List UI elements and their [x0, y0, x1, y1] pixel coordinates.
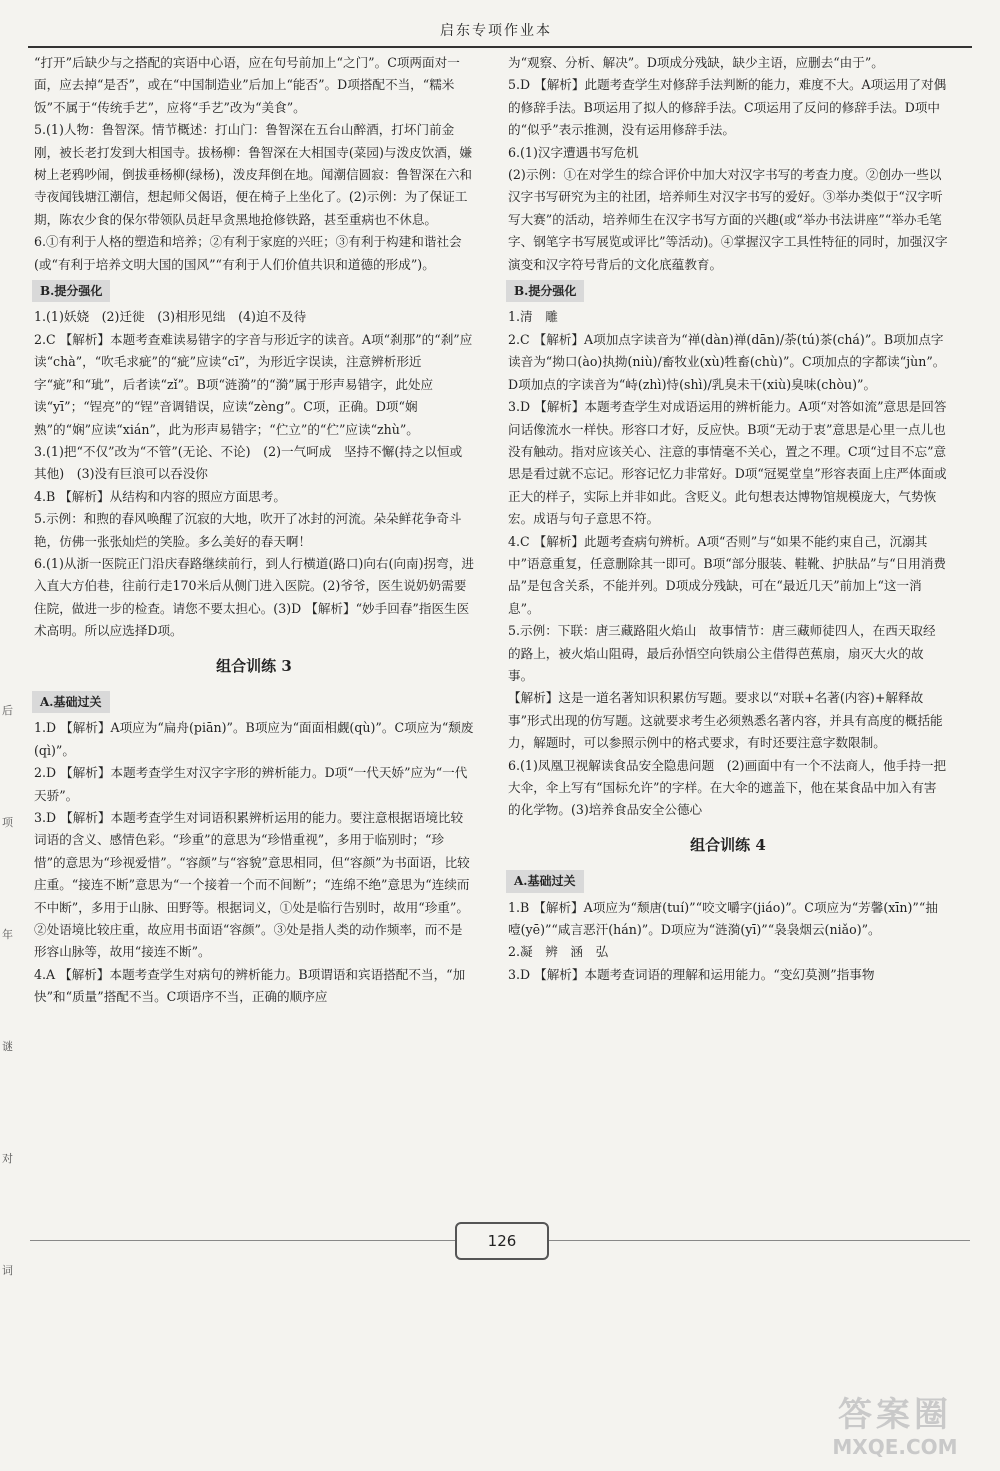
answer-paragraph: 5.(1)人物：鲁智深。情节概述：打山门：鲁智深在五台山醉酒，打坏门前金刚，被长老打发到大相国寺。拔杨柳：鲁智深在大相国寺(菜园)与泼皮饮酒，嫌树上老鸦吵闹，倒拔垂杨柳(绿杨)，泼皮拜倒在地。闻潮信圆寂：鲁智深在六和寺夜闻钱塘江潮信，想起师父偈语，便在椅子上坐化了。(2)示例：为了保证工期，陈农少食的保尔带领队员赶早贪黑地抢修铁路，甚至重病也不休息。 — [34, 122, 473, 227]
right-column — [508, 52, 948, 986]
answer-paragraph: 为“观察、分析、解决”。D项成分残缺，缺少主语，应删去“由于”。 — [508, 55, 884, 70]
answer-paragraph: 1.B 【解析】A项应为“颓唐(tuí)”“咬文嚼字(jiáo)”。C项应为“芳馨(xīn)”“抽噎(yē)”“咸言恶汗(hán)”。D项应为“涟漪(yī)”“袅袅烟云(niǎo)”。 — [508, 899, 938, 938]
left-margin-bleed — [2, 700, 16, 1372]
answer-paragraph: 5.示例：下联：唐三藏路阻火焰山 故事情节：唐三藏师徒四人，在西天取经的路上，被火焰山阻碍，最后孙悟空向铁扇公主借得芭蕉扇，扇灭大火的故事。 — [508, 623, 936, 683]
answer-paragraph: 6.①有利于人格的塑造和培养；②有利于家庭的兴旺；③有利于构建和谐社会(或“有利于培养文明大国的国风”“有利于人们价值共识和道德的形成”)。 — [34, 234, 462, 272]
answer-paragraph: 3.(1)把“不仅”改为“不管”(无论、不论) (2)一气呵成 坚持不懈(持之以恒或其他) (3)没有巨浪可以吞没你 — [34, 443, 463, 482]
page-number: 126 — [455, 1222, 549, 1260]
left-column — [34, 52, 474, 1009]
answer-paragraph: 【解析】这是一道名著知识积累仿写题。要求以“对联+名著(内容)+解释故事”形式出现的仿写题。这就要求考生必须熟悉名著内容，并具有高度的概括能力，解题时，可以参照示例中的格式要求，有时还要注意字数限制。 — [508, 690, 943, 751]
book-title: 启东专项作业本 — [440, 23, 552, 39]
watermark — [800, 1395, 990, 1465]
answer-paragraph: 6.(1)从浙一医院正门沿庆春路继续前行，到人行横道(路口)向右(向南)拐弯，进入直大方伯巷，往前行走170米后从侧门进入医院。(2)爷爷，医生说奶奶需要住院，做进一步的检查。请您不要太担心。(3)D 【解析】“妙手回春”指医生医术高明。所以应选择D项。 — [34, 555, 474, 639]
watermark-logo: 答案圈 — [838, 1395, 952, 1435]
margin-char: 年 — [2, 928, 13, 941]
section-heading: B.提分强化 — [32, 280, 110, 302]
answer-paragraph: 1.D 【解析】A项应为“扁舟(piān)”。B项应为“面面相觑(qù)”。C项应为“颓废(qì)”。 — [34, 720, 474, 758]
margin-char: 后 — [2, 704, 13, 717]
answer-paragraph: 4.B 【解析】从结构和内容的照应方面思考。 — [34, 488, 286, 504]
margin-char: 项 — [2, 816, 13, 829]
unit-title: 组合训练 3 — [216, 656, 292, 675]
section-heading: A.基础过关 — [32, 691, 110, 713]
page-header — [28, 8, 972, 48]
answer-paragraph: 2.D 【解析】本题考查学生对汉字字形的辨析能力。D项“一代天娇”应为“一代天骄”。 — [34, 765, 468, 803]
answer-paragraph: 3.D 【解析】本题考查学生对词语积累辨析运用的能力。要注意根据语境比较词语的含义、感情色彩。“珍重”的意思为“珍惜重视”，多用于临别时；“珍惜”的意思为“珍视爱惜”。“容颜”与“容貌”意思相同，但“容颜”为书面语，比较庄重。“接连不断”意思为“一个接着一个而不间断”；“连绵不绝”意思为“连续而不中断”，多用于山脉、田野等。根据词义，①处是临行告别时，故用“珍重”。②处语境比较庄重，故应用书面语“容颜”。③处是指人类的动作频率，而不是形容山脉等，故用“接连不断”。 — [34, 810, 470, 960]
answer-paragraph: 4.C 【解析】此题考查病句辨析。A项“否则”与“如果不能约束自己，沉溺其中”语意重复，任意删除其一即可。B项“部分服装、鞋靴、护肤品”与“日用消费品”是包含关系，不能并列。D项成分残缺，可在“最近几天”前加上“这一消息”。 — [508, 533, 947, 616]
watermark-site: MXQE.COM — [832, 1435, 958, 1459]
margin-char: 对 — [2, 1152, 13, 1165]
answer-paragraph: 6.(1)汉字遭遇书写危机 — [508, 144, 639, 160]
answer-paragraph: 4.A 【解析】本题考查学生对病句的辨析能力。B项谓语和宾语搭配不当，“加快”和“质量”搭配不当。C项语序不当，正确的顺序应 — [34, 966, 466, 1005]
answer-paragraph: 2.凝 辨 涵 弘 — [508, 944, 609, 960]
margin-char: 谜 — [2, 1040, 13, 1053]
unit-title: 组合训练 4 — [690, 835, 766, 854]
answer-paragraph: 1.(1)妖娆 (2)迁徙 (3)相形见绌 (4)迫不及待 — [34, 309, 307, 325]
section-heading: B.提分强化 — [506, 280, 584, 302]
answer-paragraph: 2.C 【解析】A项加点字读音为“禅(dàn)禅(dān)/荼(tú)茶(chá)”。B项加点字读音为“拗口(ào)执拗(niù)/畜牧业(xù)牲畜(chù)”。C项加点的字都读“jùn”。D项加点的字读音为“峙(zhì)恃(shì)/乳臭未干(xiù)臭味(chòu)”。 — [508, 331, 946, 392]
answer-paragraph: 5.D 【解析】此题考查学生对修辞手法判断的能力，难度不大。A项运用了对偶的修辞手法。B项运用了拟人的修辞手法。C项运用了反问的修辞手法。D项中的“似乎”表示推测，没有运用修辞手法。 — [508, 77, 947, 138]
answer-paragraph: 1.清 雕 — [508, 309, 558, 325]
answer-paragraph: 3.D 【解析】本题考查词语的理解和运用能力。“变幻莫测”指事物 — [508, 966, 875, 982]
answer-paragraph: 6.(1)凤凰卫视解读食品安全隐患问题 (2)画面中有一个不法商人，他手持一把大伞，伞上写有“国标允许”的字样。在大伞的遮盖下，他在某食品中加入有害的化学物。(3)培养食品安全公德心 — [508, 757, 947, 818]
answer-paragraph: “打开”后缺少与之搭配的宾语中心语，应在句号前加上“之门”。C项两面对一面，应去掉“是否”，或在“中国制造业”后加上“能否”。D项搭配不当，“糯米饭”不属于“传统手艺”，应将“手艺”改为“美食”。 — [34, 55, 460, 115]
answer-paragraph: 2.C 【解析】本题考查难读易错字的字音与形近字的读音。A项“刹那”的“刹”应读“chà”，“吹毛求疵”的“疵”应读“cī”，为形近字误读，注意辨析形近字“疵”和“玼”，后者读“zǐ”。B项“涟漪”的“漪”属于形声易错字，此处应读“yī”；“锃亮”的“锃”音调错误，应读“zèng”。C项，正确。D项“娴熟”的“娴”应读“xián”，此为形声易错字；“伫立”的“伫”应读“zhù”。 — [34, 331, 473, 437]
margin-char: 词 — [2, 1264, 13, 1277]
answer-paragraph: (2)示例：①在对学生的综合评价中加大对汉字书写的考查力度。②创办一些以汉字书写研究为主的社团，培养师生对汉字书写的爱好。③举办类似于“汉字听写大赛”的活动，培养师生在汉字书写方面的兴趣(或“举办书法讲座”“举办毛笔字、钢笔字书写展览或评比”等活动)。④掌握汉字工具性特征的同时，加强汉字演变和汉字符号背后的文化底蕴教育。 — [508, 167, 948, 272]
answer-paragraph: 5.示例：和煦的春风唤醒了沉寂的大地，吹开了冰封的河流。朵朵鲜花争奇斗艳，仿佛一张张灿烂的笑脸。多么美好的春天啊！ — [34, 511, 462, 549]
section-heading: A.基础过关 — [506, 870, 584, 892]
answer-paragraph: 3.D 【解析】本题考查学生对成语运用的辨析能力。A项“对答如流”意思是回答问话像流水一样快。形容口才好，反应快。B项“无动于衷”意思是心里一点儿也没有触动。指对应该关心、注意的事情毫不关心，置之不理。C项“过目不忘”意思是看过就不忘记。形容记忆力非常好。D项“冠冕堂皇”形容表面上庄严体面或正大的样子，实际上并非如此。含贬义。此句想表达博物馆规模庞大，气势恢宏。成语与句子意思不符。 — [508, 399, 947, 527]
